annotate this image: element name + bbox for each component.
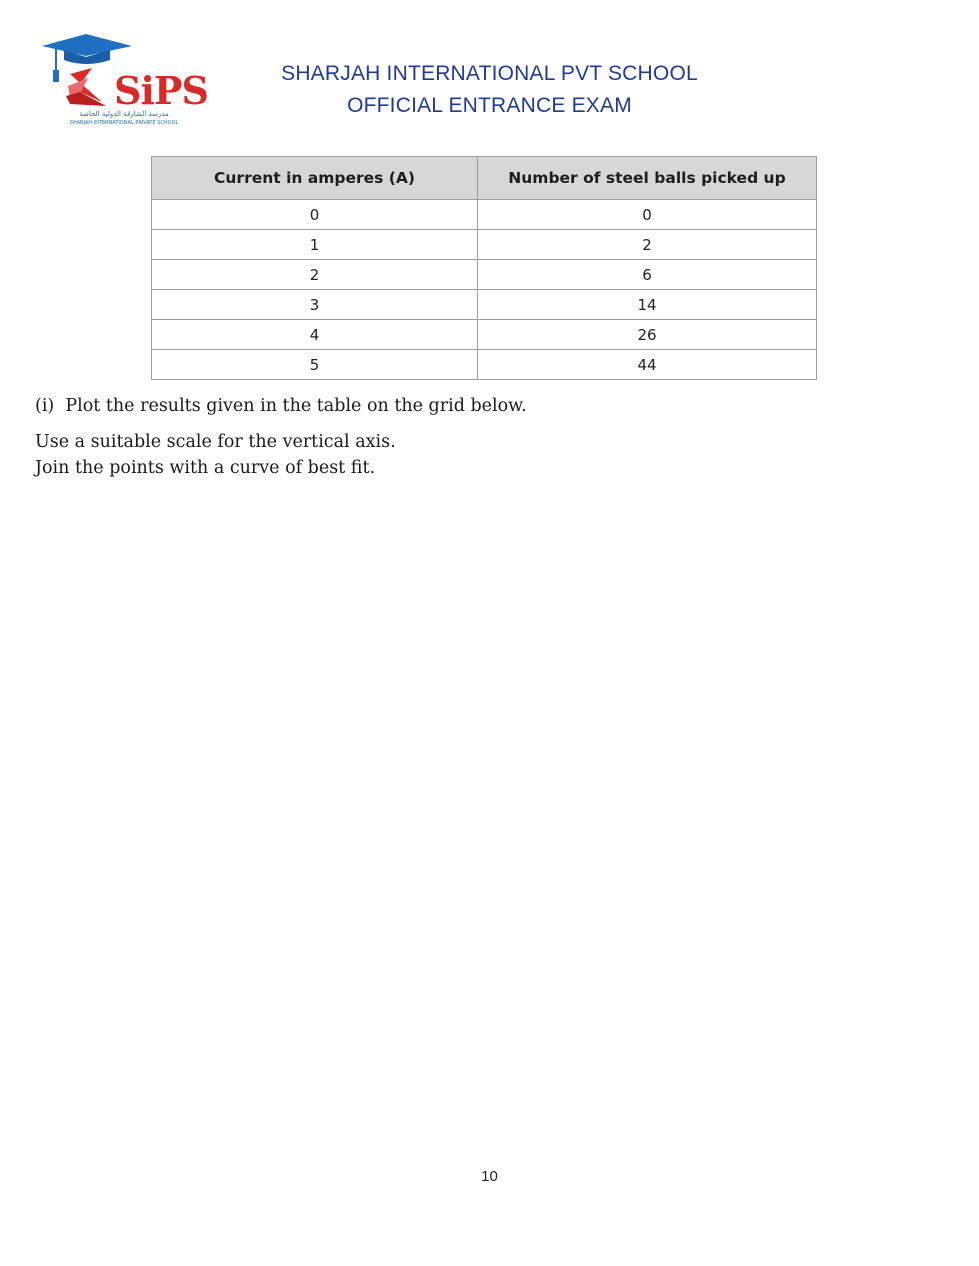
results-table: [151, 156, 817, 380]
instruction-curve: Join the points with a curve of best fit.: [35, 458, 376, 478]
page-header: [0, 58, 979, 122]
current-cell: 1: [152, 230, 478, 260]
table-header-row: [152, 157, 817, 200]
table-row: [152, 260, 817, 290]
exam-title: OFFICIAL ENTRANCE EXAM: [347, 94, 632, 117]
current-cell: 5: [152, 350, 478, 380]
column-header-steel-balls: Number of steel balls picked up: [478, 157, 817, 200]
current-cell: 3: [152, 290, 478, 320]
question-part-i: (i) Plot the results given in the table on the grid below.: [35, 396, 527, 416]
page-number: 10: [481, 1168, 498, 1185]
current-cell: 0: [152, 200, 478, 230]
current-cell: 4: [152, 320, 478, 350]
current-cell: 2: [152, 260, 478, 290]
balls-cell: 44: [478, 350, 817, 380]
school-name: SHARJAH INTERNATIONAL PVT SCHOOL: [281, 62, 698, 85]
logo-wordmark: SiPS: [114, 68, 208, 113]
logo-english-name: SHARJAH INTERNATIONAL PRIVATE SCHOOL: [69, 120, 179, 126]
table-row: [152, 200, 817, 230]
instruction-scale: Use a suitable scale for the vertical axis.: [35, 432, 396, 452]
logo-arabic-name: مدرسة الشارقة الدولية الخاصة: [79, 110, 169, 118]
column-header-current: Current in amperes (A): [152, 157, 478, 200]
table-row: [152, 320, 817, 350]
table-row: [152, 290, 817, 320]
balls-cell: 2: [478, 230, 817, 260]
balls-cell: 6: [478, 260, 817, 290]
balls-cell: 26: [478, 320, 817, 350]
table-row: [152, 350, 817, 380]
table-row: [152, 230, 817, 260]
balls-cell: 14: [478, 290, 817, 320]
balls-cell: 0: [478, 200, 817, 230]
